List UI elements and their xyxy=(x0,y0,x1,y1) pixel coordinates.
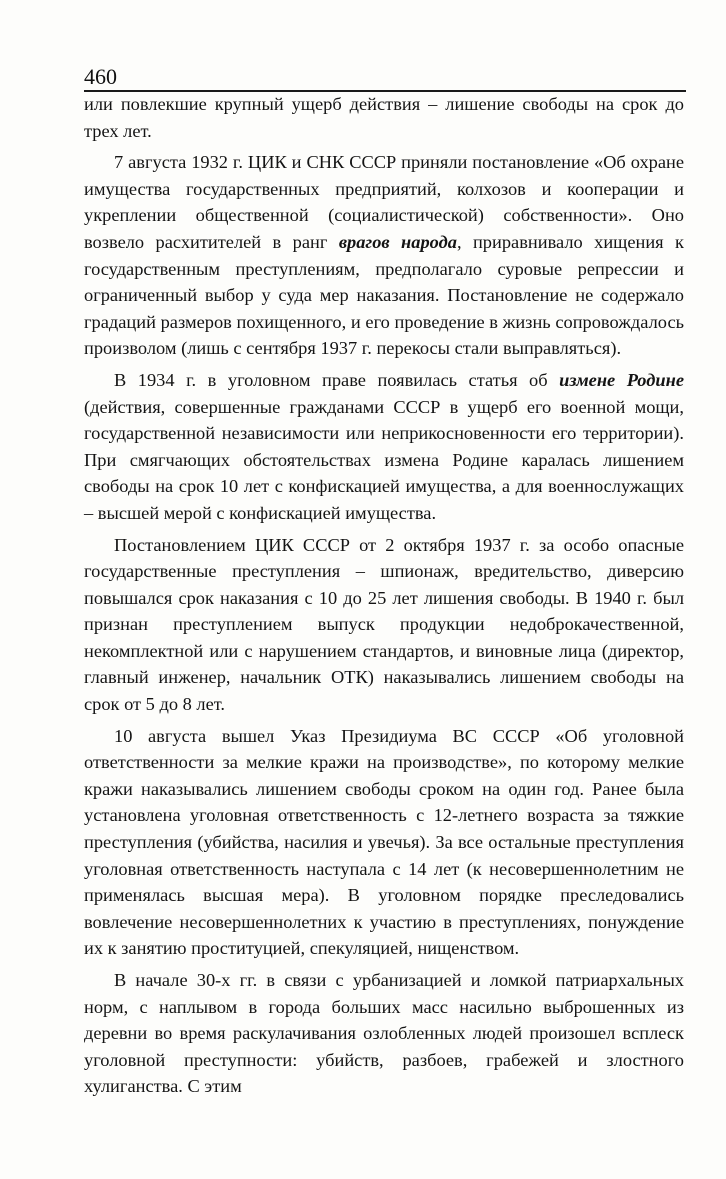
page-header xyxy=(84,60,686,92)
page-number: 460 xyxy=(84,64,117,89)
paragraph-1932-decree xyxy=(84,149,684,362)
paragraph-1930s-crime: В начале 30-х гг. в связи с урбанизацией и ломкой патриархальных норм, с наплывом в города больших масс насильно выброшенных из деревни во время раскулачивания озлобленных людей произошел всплеск уголовной преступности: убийств, разбоев, грабежей и злостного хулиганства. С этим xyxy=(84,970,684,1097)
paragraph-petty-theft-decree: 10 августа вышел Указ Президиума ВС СССР «Об уголовной ответственности за мелкие кражи на производстве», по которому мелкие кражи наказывались лишением свободы сроком на один год. Ранее была установлена уголовная ответственность с 12-летнего возраста за тяжкие преступления (убийства, насилия и увечья). За все остальные преступления уголовная ответственность наступала с 14 лет (к несовершеннолетним не применялась высшая мера). В уголовном порядке преследовались вовлечение несовершеннолетних к участию в преступлениях, понуждение их к занятию проституцией, спекуляцией, нищенством. xyxy=(84,725,684,959)
paragraph-1934-treason xyxy=(84,367,684,527)
paragraph-1937-resolution: Постановлением ЦИК СССР от 2 октября 1937 г. за особо опасные государственные преступления – шпионаж, вредительство, диверсию повышался срок наказания с 10 до 25 лет лишения свободы. В 1940 г. был признан преступлением выпуск продукции недоброкачественной, некомплектной или с нарушением стандартов, и виновные лица (директор, главный инженер, начальник ОТК) наказывались лишением свободы на срок от 5 до 8 лет. xyxy=(84,534,684,715)
paragraph-continued: или повлекшие крупный ущерб действия – лишение свободы на срок до трех лет. xyxy=(84,94,684,141)
paragraph-text: 7 августа 1932 г. ЦИК и СНК СССР приняли постановление «Об охране имущества государственных предприятий, колхозов и кооперации и укреплении общественной (социалистической) собственности». Оно возвело расхитителей в ранг xyxy=(84,152,684,252)
body-text xyxy=(84,91,684,1100)
emphasized-term: измене Родине xyxy=(559,369,684,390)
paragraph-text: В 1934 г. в уголовном праве появилась статья об xyxy=(114,369,560,390)
paragraph-text: , приравнивало хищения к государственным преступлениям, предполагало суровые репрессии и ограниченный выбор у суда мер наказания. Постановление не содержало градаций размеров похищенного, и его проведение в жизнь сопровождалось произволом (лишь с сентября 1937 г. перекосы стали выправляться). xyxy=(84,231,684,359)
paragraph-text: (действия, совершенные гражданами СССР в ущерб его военной мощи, государственной независимости или неприкосновенности его территории). При смягчающих обстоятельствах измена Родине каралась лишением свободы на срок 10 лет с конфискацией имущества, а для военнослужащих – высшей мерой с конфискацией имущества. xyxy=(84,396,684,523)
emphasized-term: врагов народа xyxy=(338,231,457,252)
